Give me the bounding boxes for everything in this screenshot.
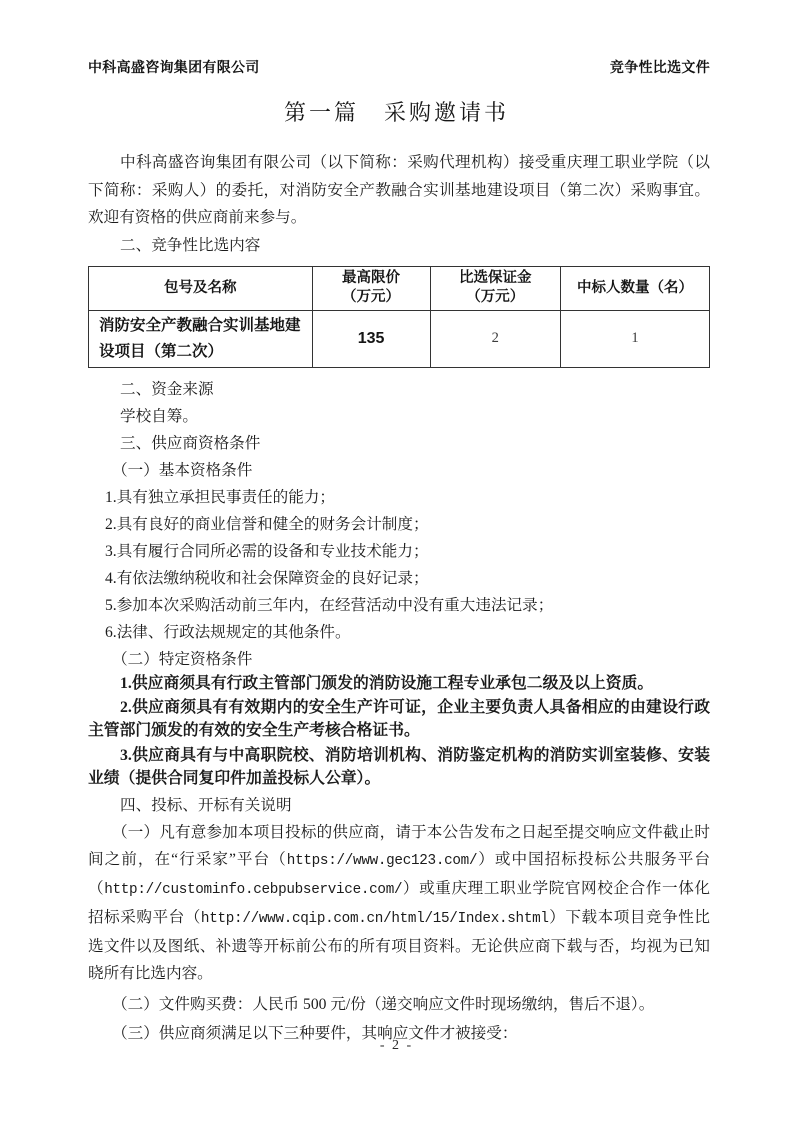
table-header-max-price-line1: 最高限价 [342, 270, 401, 286]
funding-source-text: 学校自筹。 [120, 407, 198, 425]
page-header [88, 57, 710, 77]
page-number: - 2 - [379, 1038, 414, 1053]
table-header-deposit [430, 266, 560, 310]
comparison-table [88, 266, 710, 368]
table-header-deposit-line1: 比选保证金 [458, 270, 532, 286]
document-type-label: 竞争性比选文件 [609, 59, 710, 75]
section-heading-bidding-content: 二、竞争性比选内容 [120, 236, 261, 254]
table-header-winner-count: 中标人数量（名） [560, 266, 709, 310]
download-instruction-paragraph: （一）凡有意参加本项目投标的供应商，请于本公告发布之日起至提交响应文件截止时间之前，在“行采家”平台（https://www.gec123.com/）或中国招标投标公共服务平台（http://custominfo.cebpubservice.com/）或重庆理工职业学院官网校企合作一体化招标采购平台（http://www.cqip.com.cn/html/15/Index.shtml）下载本项目竞争性比选文件以及图纸、补遗等开标前公布的所有项目资料。无论供应商下载与否，均视为已知晓所有比选内容。 [88, 824, 710, 983]
document-body [88, 149, 710, 1047]
special-qualification-item-3: 3.供应商具有与中高职院校、消防培训机构、消防鉴定机构的消防实训室装修、安装业绩（提供合同复印件加盖投标人公章）。 [88, 746, 710, 787]
company-name: 中科高盛咨询集团有限公司 [88, 59, 260, 75]
fee-paragraph: （二）文件购买费：人民币 500 元/份（递交响应文件时现场缴纳，售后不退）。 [112, 996, 655, 1014]
subsection-heading-basic: （一）基本资格条件 [112, 461, 253, 479]
basic-qualification-item-3: 3.具有履行合同所必需的设备和专业技术能力； [105, 542, 429, 560]
basic-qualification-item-2: 2.具有良好的商业信誉和健全的财务会计制度； [105, 515, 429, 533]
table-header-max-price-line2: （万元） [342, 289, 401, 305]
table-row [89, 310, 710, 367]
section-heading-qualification: 三、供应商资格条件 [120, 434, 261, 452]
table-header-row [89, 266, 710, 310]
winner-count-cell: 1 [560, 310, 709, 367]
table-header-package: 包号及名称 [89, 266, 313, 310]
basic-qualification-item-5: 5.参加本次采购活动前三年内，在经营活动中没有重大违法记录； [105, 596, 554, 614]
basic-qualification-item-1: 1.具有独立承担民事责任的能力； [105, 488, 336, 506]
intro-paragraph: 中科高盛咨询集团有限公司（以下简称：采购代理机构）接受重庆理工职业学院（以下简称：采购人）的委托，对消防安全产教融合实训基地建设项目（第二次）采购事宜。欢迎有资格的供应商前来参与。 [88, 154, 710, 226]
table-header-deposit-line2: （万元） [466, 289, 525, 305]
basic-qualification-item-6: 6.法律、行政法规规定的其他条件。 [105, 623, 351, 641]
special-qualification-item-1: 1.供应商须具有行政主管部门颁发的消防设施工程专业承包二级及以上资质。 [120, 674, 654, 692]
max-price-cell: 135 [312, 310, 430, 367]
section-heading-bid-opening: 四、投标、开标有关说明 [120, 797, 292, 815]
deposit-cell: 2 [430, 310, 560, 367]
package-name-cell: 消防安全产教融合实训基地建设项目（第二次） [89, 310, 313, 367]
subsection-heading-special: （二）特定资格条件 [112, 650, 253, 668]
page-title: 第一篇 采购邀请书 [283, 100, 509, 125]
basic-qualification-item-4: 4.有依法缴纳税收和社会保障资金的良好记录； [105, 569, 429, 587]
section-heading-funding: 二、资金来源 [120, 380, 214, 398]
special-qualification-item-2: 2.供应商须具有有效期内的安全生产许可证，企业主要负责人具备相应的由建设行政主管部门颁发的有效的安全生产考核合格证书。 [88, 699, 710, 740]
acceptance-paragraph: （三）供应商须满足以下三种要件，其响应文件才被接受： [112, 1025, 518, 1043]
table-header-max-price [312, 266, 430, 310]
